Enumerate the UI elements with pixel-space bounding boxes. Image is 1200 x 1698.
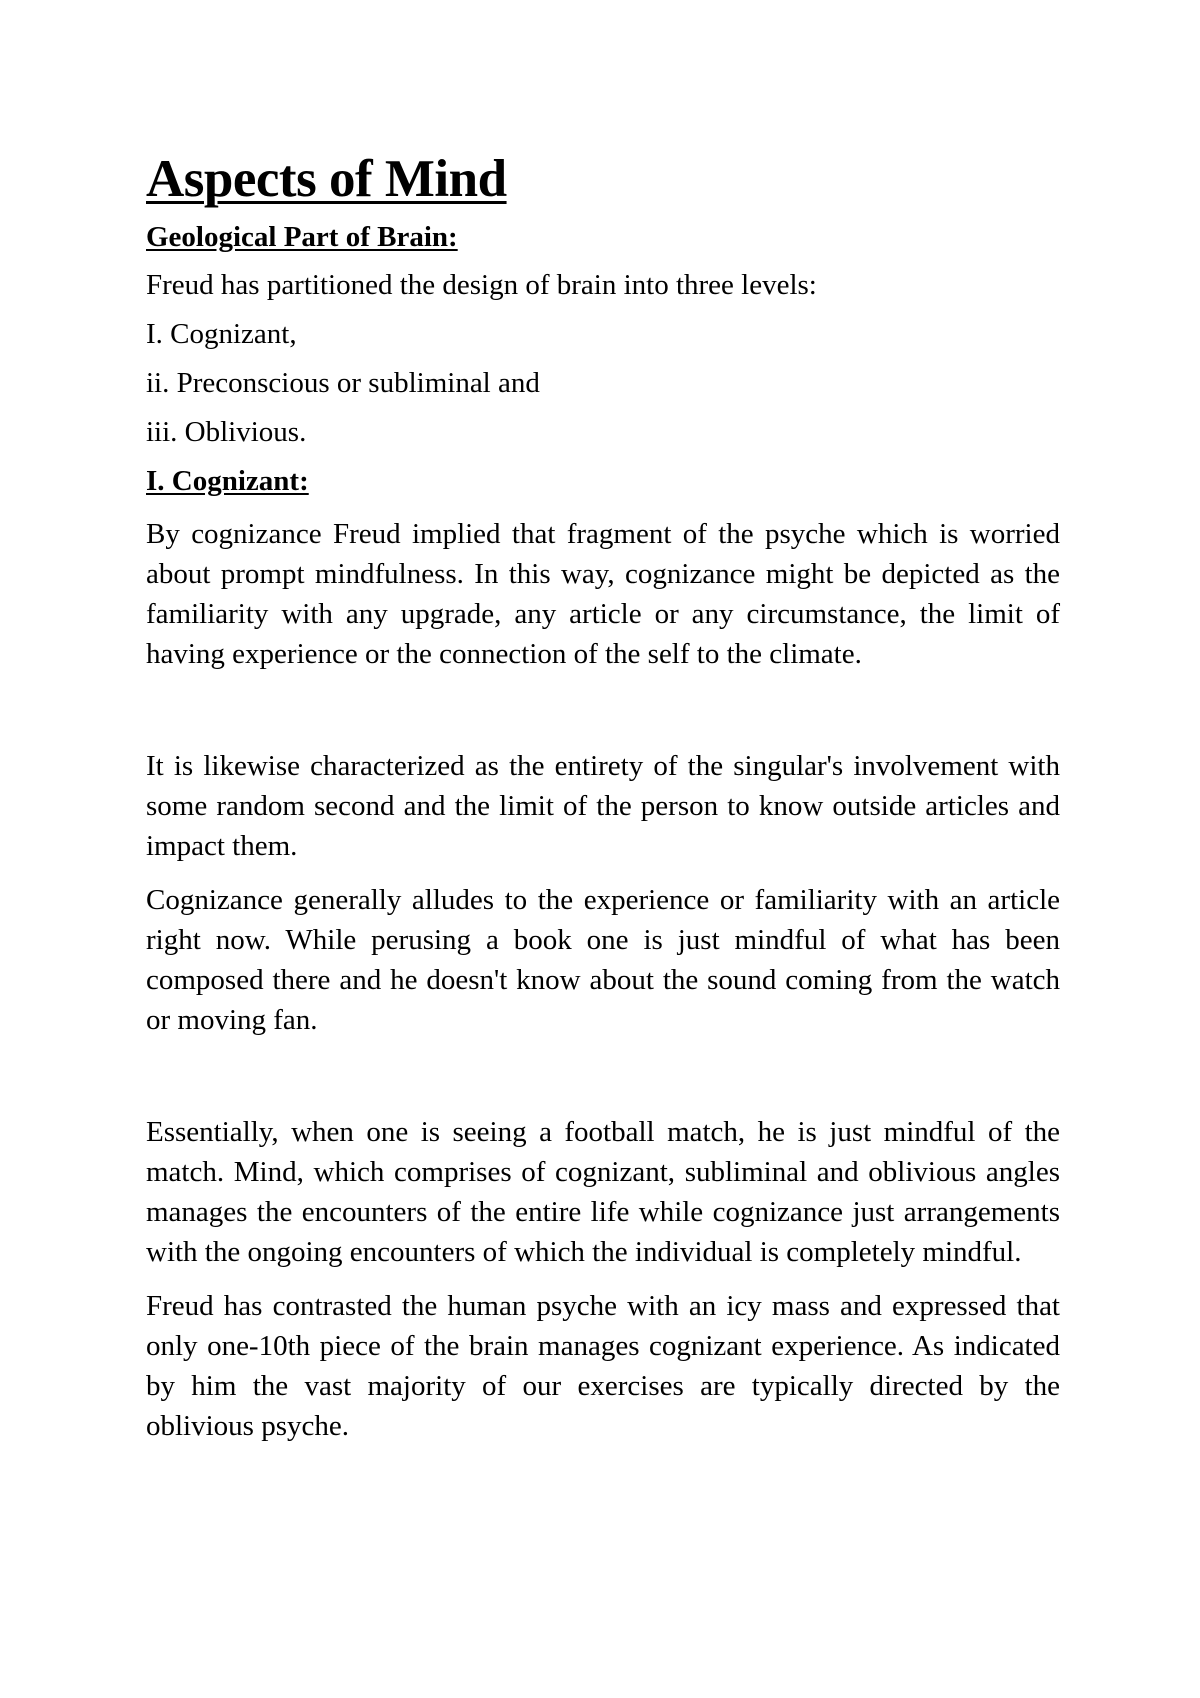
paragraph-spacer: [146, 1040, 1060, 1112]
intro-line: Freud has partitioned the design of brain into three levels:: [146, 269, 817, 301]
paragraph-spacer: [146, 866, 1060, 880]
page-title: Aspects of Mind: [146, 150, 507, 208]
paragraph: It is likewise characterized as the entirety of the singular's involvement with some random second and the limit of the person to know outside articles and impact them.: [146, 750, 1060, 862]
level-item: iii. Oblivious.: [146, 416, 307, 448]
level-item: I. Cognizant,: [146, 318, 297, 350]
paragraph: Cognizance generally alludes to the experience or familiarity with an article right now. While perusing a book one is just mindful of what has been composed there and he doesn't know about the sound coming from the watch or moving fan.: [146, 884, 1060, 1036]
paragraph-spacer: [146, 1272, 1060, 1286]
level-item: ii. Preconscious or subliminal and: [146, 367, 540, 399]
paragraph: Essentially, when one is seeing a football match, he is just mindful of the match. Mind, which comprises of cognizant, subliminal and oblivious angles manages the encounters of the entire life while cognizance just arrangements with the ongoing encounters of which the individual is completely mindful.: [146, 1116, 1060, 1268]
paragraph-spacer: [146, 674, 1060, 746]
subsection-heading: I. Cognizant:: [146, 465, 309, 497]
paragraph: By cognizance Freud implied that fragment of the psyche which is worried about prompt mindfulness. In this way, cognizance might be depicted as the familiarity with any upgrade, any article or any circumstance, the limit of having experience or the connection of the self to the climate.: [146, 518, 1060, 670]
paragraph: Freud has contrasted the human psyche with an icy mass and expressed that only one-10th piece of the brain manages cognizant experience. As indicated by him the vast majority of our exercises are typically directed by the oblivious psyche.: [146, 1290, 1060, 1442]
section-heading: Geological Part of Brain:: [146, 221, 458, 253]
document-body: [146, 150, 1060, 1446]
